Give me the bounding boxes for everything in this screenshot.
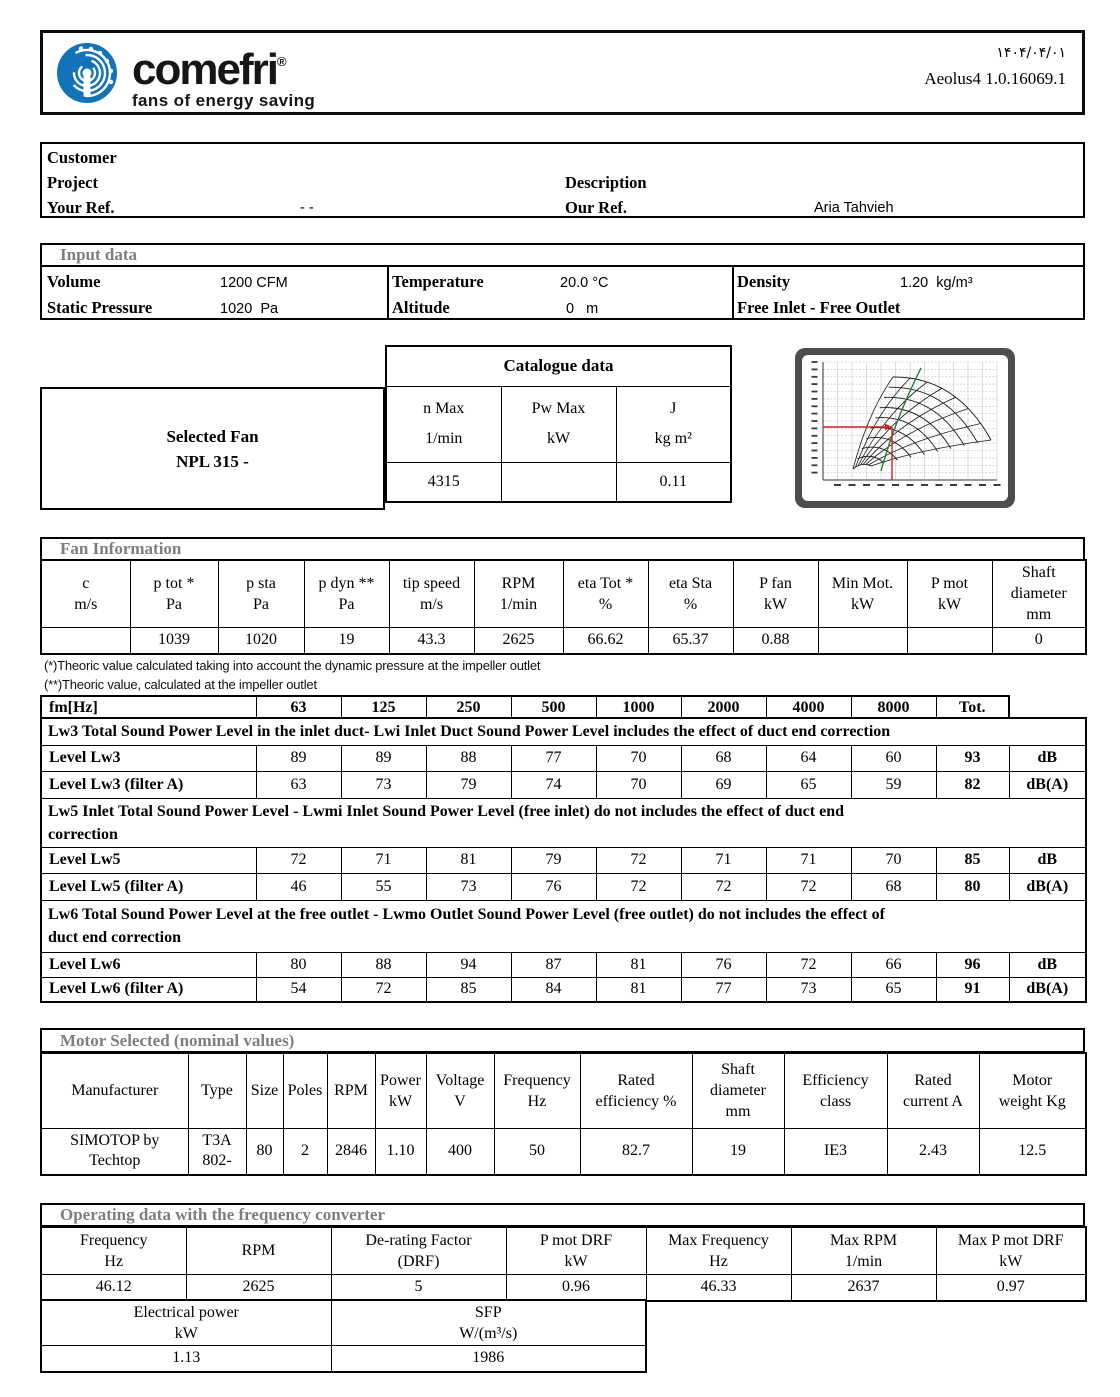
value-cell: 50 [494, 1128, 580, 1175]
customer-box [40, 142, 1085, 218]
cell-line: p tot * [153, 574, 195, 592]
value-cell: 0 [992, 627, 1086, 654]
row-label: Level Lw5 [41, 847, 256, 873]
cell-line: P mot DRF [539, 1231, 613, 1249]
unit-cell: dB(A) [1009, 977, 1086, 1002]
value-cell: 59 [851, 771, 936, 798]
brand-text [132, 42, 315, 94]
value-cell: 73 [426, 873, 511, 900]
header-cell [130, 560, 218, 627]
value-cell: 80 [246, 1128, 283, 1175]
value-cell: 88 [341, 952, 426, 977]
header-cell [474, 560, 563, 627]
header-cell [563, 560, 648, 627]
cell-line: Poles [287, 1082, 323, 1100]
value-cell: 72 [766, 873, 851, 900]
value-cell: 19 [304, 627, 389, 654]
cell-line: Techtop [89, 1152, 141, 1170]
value-cell: 2.43 [887, 1128, 979, 1175]
value-cell: 72 [766, 952, 851, 977]
catalogue-title: Catalogue data [386, 346, 731, 386]
cell-line: kW [999, 1252, 1023, 1270]
cell-line: Shaft [1021, 564, 1056, 582]
value-cell [501, 462, 616, 502]
header-cell [283, 1053, 327, 1128]
cell-line: Electrical power [133, 1303, 239, 1321]
cell-line: duct end correction [48, 929, 182, 946]
cell-line: mm [725, 1103, 751, 1121]
value-cell: 1.10 [375, 1128, 426, 1175]
freq-cell: Tot. [936, 696, 1009, 719]
value-cell: 0.96 [506, 1274, 646, 1301]
value-cell: 73 [341, 771, 426, 798]
cell-line: n Max [423, 399, 465, 417]
header-cell [646, 1227, 791, 1274]
value-cell [818, 627, 907, 654]
value-cell: 12.5 [979, 1128, 1086, 1175]
value-cell: 70 [596, 771, 681, 798]
cell-line: mm [1026, 606, 1052, 624]
header-cell [389, 560, 474, 627]
cell-line: 1/min [425, 430, 463, 448]
value-cell: 82.7 [580, 1128, 692, 1175]
cell-line: eta Sta [668, 574, 713, 592]
cell-line: Power [380, 1071, 421, 1089]
cell-line: Manufacturer [71, 1082, 159, 1100]
footnote-2: (**)Theoric value, calculated at the impeller outlet [44, 677, 317, 692]
unit-cell: dB(A) [1009, 771, 1086, 798]
fan-curve-chart [795, 348, 1015, 508]
tagline: fans of energy saving [132, 91, 316, 110]
cell-line: Pa [166, 595, 182, 613]
motor-table [40, 1052, 1087, 1176]
value-cell: 5 [331, 1274, 506, 1301]
temperature-label: Temperature [392, 272, 484, 291]
cell-line: eta Tot * [577, 574, 634, 592]
value-cell [41, 627, 130, 654]
value-cell: 70 [596, 745, 681, 771]
divider [387, 267, 389, 318]
cell-line: SFP [474, 1303, 502, 1321]
header-cell [648, 560, 733, 627]
catalogue-table [385, 345, 732, 503]
value-cell: 1020 [218, 627, 304, 654]
total-cell: 80 [936, 873, 1009, 900]
value-cell: 69 [681, 771, 766, 798]
value-cell: 71 [341, 847, 426, 873]
volume-label: Volume [47, 272, 101, 291]
header-cell [791, 1227, 936, 1274]
cell-line: kW [174, 1324, 198, 1342]
value-cell: 89 [256, 745, 341, 771]
value-cell: 2625 [474, 627, 563, 654]
value-cell: 89 [341, 745, 426, 771]
header-cell [218, 560, 304, 627]
density-value: 1.20 kg/m³ [900, 275, 973, 291]
header-cell [887, 1053, 979, 1128]
value-cell: 0.88 [733, 627, 818, 654]
header-cell [41, 1053, 188, 1128]
input-data-title-bar [40, 243, 1085, 267]
row-label: Level Lw6 (filter A) [41, 977, 256, 1002]
value-cell: 94 [426, 952, 511, 977]
value-cell: 68 [681, 745, 766, 771]
value-cell: 80 [256, 952, 341, 977]
operating-data-title-bar [40, 1203, 1085, 1227]
header-cell [733, 560, 818, 627]
cell-line: p sta [246, 574, 276, 592]
header-cell [494, 1053, 580, 1128]
electrical-power-sfp-table [40, 1299, 647, 1373]
cell-line: RPM [501, 574, 536, 592]
cell-line: Hz [527, 1092, 547, 1110]
unit-cell: dB [1009, 745, 1086, 771]
value-cell: 71 [681, 847, 766, 873]
value-cell: 87 [511, 952, 596, 977]
row-label: Level Lw3 [41, 745, 256, 771]
value-cell: 400 [426, 1128, 494, 1175]
cell-line: SIMOTOP by [70, 1132, 160, 1150]
value-cell: 88 [426, 745, 511, 771]
cell-line: Efficiency [802, 1071, 869, 1089]
cell-line: kW [937, 595, 962, 613]
value-cell: 66 [851, 952, 936, 977]
cell-line: diameter [710, 1082, 766, 1100]
header-cell [907, 560, 992, 627]
cell-line: tip speed [402, 574, 461, 592]
cell-line: Voltage [435, 1071, 485, 1089]
header-cell [186, 1227, 331, 1274]
value-cell: 81 [596, 952, 681, 977]
value-cell: 1986 [331, 1345, 646, 1372]
header-cell [506, 1227, 646, 1274]
our-ref-label: Our Ref. [565, 198, 628, 217]
section-title: Motor Selected (nominal values) [60, 1030, 295, 1050]
value-cell: IE3 [784, 1128, 887, 1175]
value-cell: 1.13 [41, 1345, 331, 1372]
value-cell: 1039 [130, 627, 218, 654]
operating-data-table [40, 1226, 1087, 1302]
unit-cell: dB [1009, 952, 1086, 977]
value-cell: 19 [692, 1128, 784, 1175]
header-meta [924, 45, 1066, 89]
cell-line: W/(m³/s) [459, 1324, 518, 1342]
header-box [40, 30, 1085, 115]
header-cell [426, 1053, 494, 1128]
total-cell: 91 [936, 977, 1009, 1002]
freq-cell: 4000 [766, 696, 851, 719]
value-cell: 46.12 [41, 1274, 186, 1301]
cell-line: 1/min [844, 1252, 883, 1270]
cell-line: Rated [617, 1071, 655, 1089]
header-cell [386, 386, 501, 462]
cell-line: 802- [202, 1152, 232, 1170]
cell-line: (DRF) [397, 1252, 440, 1270]
cell-line: Motor [1012, 1071, 1053, 1089]
freq-cell: 125 [341, 696, 426, 719]
volume-value: 1200 CFM [220, 275, 288, 291]
your-ref-value: - - [300, 200, 314, 216]
freq-cell: 500 [511, 696, 596, 719]
sound-desc-row [41, 900, 1086, 952]
selected-fan-line2: NPL 315 - [176, 451, 249, 471]
cell-line: P fan [759, 574, 792, 592]
freq-cell: 8000 [851, 696, 936, 719]
freq-label-cell: fm[Hz] [41, 696, 256, 719]
header-cell [979, 1053, 1086, 1128]
cell-line: kW [564, 1252, 588, 1270]
total-cell: 85 [936, 847, 1009, 873]
header-cell [692, 1053, 784, 1128]
value-cell: 81 [426, 847, 511, 873]
cell-line: kW [763, 595, 788, 613]
value-cell: 81 [596, 977, 681, 1002]
cell-line: Lw5 Inlet Total Sound Power Level - Lwmi Inlet Sound Power Level (free inlet) do not includes the effect of duct end [48, 802, 844, 820]
value-cell: 65 [851, 977, 936, 1002]
cell-line: Max P mot DRF [957, 1231, 1064, 1249]
value-cell: 63 [256, 771, 341, 798]
cell-line: J [670, 399, 677, 417]
value-cell: 76 [511, 873, 596, 900]
total-cell: 96 [936, 952, 1009, 977]
total-cell: 93 [936, 745, 1009, 771]
your-ref-label: Your Ref. [47, 198, 115, 217]
app-version: Aeolus4 1.0.16069.1 [924, 69, 1066, 88]
value-cell [188, 1128, 246, 1175]
value-cell: 76 [681, 952, 766, 977]
value-cell: 77 [511, 745, 596, 771]
cell-line: RPM [334, 1082, 368, 1100]
cell-line: RPM [241, 1242, 276, 1260]
header-cell [331, 1227, 506, 1274]
density-label: Density [737, 272, 791, 291]
value-cell: 54 [256, 977, 341, 1002]
temperature-value: 20.0 °C [560, 275, 609, 291]
our-ref-value: Aria Tahvieh [814, 200, 894, 216]
value-cell: 73 [766, 977, 851, 1002]
value-cell: 79 [511, 847, 596, 873]
cell-line: kW [546, 430, 571, 448]
value-cell: 4315 [386, 462, 501, 502]
header-cell [616, 386, 731, 462]
altitude-value: 0 m [566, 301, 599, 317]
section-title: Operating data with the frequency converter [60, 1205, 385, 1224]
cell-line: P mot [930, 574, 969, 592]
cell-line: diameter [1010, 585, 1067, 603]
value-cell: 84 [511, 977, 596, 1002]
selected-fan-line1: Selected Fan [166, 426, 259, 446]
value-cell: 0.97 [936, 1274, 1086, 1301]
value-cell: 2846 [327, 1128, 375, 1175]
cell-line: p dyn ** [318, 574, 375, 592]
cell-line: efficiency % [595, 1092, 677, 1110]
cell-line: class [819, 1092, 852, 1110]
total-cell: 82 [936, 771, 1009, 798]
value-cell [907, 627, 992, 654]
header-cell [41, 1227, 186, 1274]
value-cell: 72 [596, 873, 681, 900]
cell-line: Frequency [503, 1071, 571, 1089]
unit-cell: dB(A) [1009, 873, 1086, 900]
sound-desc-row [41, 798, 1086, 847]
cell-line: V [454, 1092, 466, 1110]
static-pressure-label: Static Pressure [47, 298, 153, 317]
cell-line: kW [388, 1092, 413, 1110]
row-label: Level Lw3 (filter A) [41, 771, 256, 798]
value-cell: 2637 [791, 1274, 936, 1301]
value-cell: 72 [596, 847, 681, 873]
section-title: Input data [60, 245, 138, 264]
header-cell [580, 1053, 692, 1128]
header-cell [304, 560, 389, 627]
value-cell: 2 [283, 1128, 327, 1175]
cell-line: Max RPM [829, 1231, 898, 1249]
value-cell: 77 [681, 977, 766, 1002]
value-cell: 65.37 [648, 627, 733, 654]
altitude-label: Altitude [392, 298, 450, 317]
cell-line: De-rating Factor [365, 1231, 472, 1249]
cell-line: 1/min [499, 595, 538, 613]
value-cell: 79 [426, 771, 511, 798]
row-label: Level Lw5 (filter A) [41, 873, 256, 900]
cell-line: Hz [104, 1252, 124, 1270]
header-cell [41, 560, 130, 627]
header-cell [331, 1300, 646, 1345]
value-cell: 85 [426, 977, 511, 1002]
cell-line: Type [201, 1082, 233, 1100]
unit-cell: dB [1009, 847, 1086, 873]
cell-line: Shaft [721, 1061, 755, 1079]
value-cell: 60 [851, 745, 936, 771]
cell-line: m/s [74, 595, 98, 613]
header-cell [41, 1300, 331, 1345]
section-title: Fan Information [60, 539, 182, 558]
cell-line: % [683, 595, 698, 613]
cell-line: current A [903, 1092, 963, 1110]
value-cell: 64 [766, 745, 851, 771]
value-cell: 43.3 [389, 627, 474, 654]
value-cell: 66.62 [563, 627, 648, 654]
fan-information-table [40, 559, 1087, 655]
freq-cell: 2000 [681, 696, 766, 719]
brand-word: comefri [132, 45, 277, 94]
cell-line: T3A [202, 1132, 232, 1150]
value-cell: 74 [511, 771, 596, 798]
input-data-body [40, 265, 1085, 320]
header-cell [246, 1053, 283, 1128]
value-cell: 0.11 [616, 462, 731, 502]
cell-line: Pa [253, 595, 269, 613]
value-cell: 65 [766, 771, 851, 798]
cell-line: kg m² [654, 430, 692, 448]
cell-line: Rated [914, 1071, 952, 1089]
header-cell [818, 560, 907, 627]
project-label: Project [47, 173, 98, 192]
value-cell: 2625 [186, 1274, 331, 1301]
value-cell: 72 [681, 873, 766, 900]
cell-line: m/s [419, 595, 444, 613]
cell-line: Frequency [79, 1231, 148, 1249]
header-cell [992, 560, 1086, 627]
cell-line: Pw Max [531, 399, 586, 417]
fan-information-title-bar [40, 537, 1085, 561]
value-cell: 70 [851, 847, 936, 873]
value-cell: 71 [766, 847, 851, 873]
cell-line: Pa [338, 595, 355, 613]
footnote-1: (*)Theoric value calculated taking into account the dynamic pressure at the impeller outlet [44, 658, 541, 673]
cell-line: correction [48, 825, 118, 843]
cell-line: Lw3 Total Sound Power Level in the inlet duct- Lwi Inlet Duct Sound Power Level includes the effect of duct end correction [48, 723, 891, 741]
cell-line: Max Frequency [668, 1231, 769, 1249]
cell-line: Lw6 Total Sound Power Level at the free outlet - Lwmo Outlet Sound Power Level (free outlet) do not includes the effect of [48, 906, 885, 923]
freq-cell: 250 [426, 696, 511, 719]
freq-cell: 1000 [596, 696, 681, 719]
description-label: Description [565, 173, 647, 192]
header-cell [784, 1053, 887, 1128]
value-cell: 72 [341, 977, 426, 1002]
header-cell [501, 386, 616, 462]
header-cell [936, 1227, 1086, 1274]
cell-line: kW [850, 595, 875, 613]
header-cell [375, 1053, 426, 1128]
header-cell [327, 1053, 375, 1128]
brand-block [132, 42, 315, 111]
cell-line: c [82, 574, 90, 592]
cell-line: Size [250, 1082, 279, 1100]
row-label: Level Lw6 [41, 952, 256, 977]
freq-cell: 63 [256, 696, 341, 719]
logo-fan-icon [56, 42, 118, 104]
cell-line: Min Mot. [831, 574, 894, 592]
header-cell [188, 1053, 246, 1128]
cell-line: % [598, 595, 613, 613]
inlet-outlet-config: Free Inlet - Free Outlet [737, 298, 901, 317]
registered-mark: ® [276, 54, 287, 69]
value-cell: 55 [341, 873, 426, 900]
cell-line: Hz [709, 1252, 728, 1270]
selected-fan-box [40, 387, 385, 510]
report-date: ۱۴۰۴/۰۴/۰۱ [996, 45, 1066, 61]
sound-desc-row [41, 718, 1086, 745]
value-cell [41, 1128, 188, 1175]
value-cell: 72 [256, 847, 341, 873]
sound-levels-table [40, 717, 1087, 1003]
motor-selected-title-bar [40, 1028, 1085, 1053]
value-cell: 46 [256, 873, 341, 900]
value-cell: 46.33 [646, 1274, 791, 1301]
customer-label: Customer [47, 148, 117, 167]
divider [732, 267, 734, 318]
value-cell: 68 [851, 873, 936, 900]
static-pressure-value: 1020 Pa [220, 301, 279, 317]
cell-line: weight Kg [998, 1092, 1066, 1110]
